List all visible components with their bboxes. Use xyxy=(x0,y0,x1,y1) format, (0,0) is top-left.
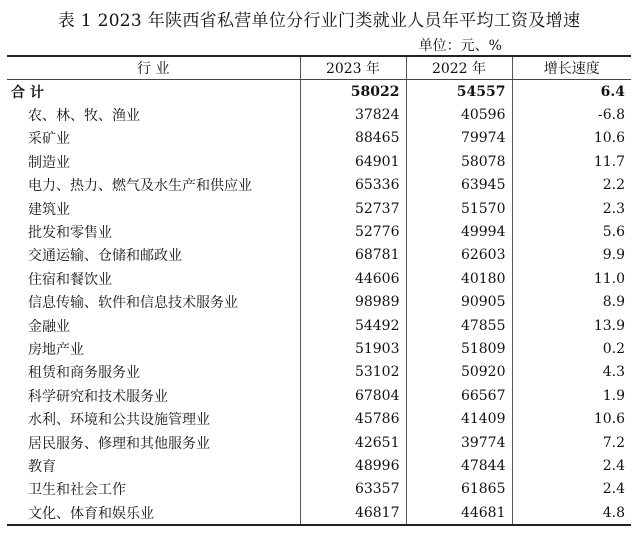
wage-2023-cell: 63357 xyxy=(300,478,406,501)
table-title: 表 1 2023 年陕西省私营单位分行业门类就业人员年平均工资及增速 xyxy=(57,11,581,31)
wage-2022-cell: 54557 xyxy=(406,80,512,104)
header-industry: 行 业 xyxy=(7,56,300,80)
industry-cell: 水利、环境和公共设施管理业 xyxy=(28,412,210,429)
growth-rate-cell: 5.6 xyxy=(512,220,631,243)
wage-2022-cell: 63945 xyxy=(406,174,512,197)
industry-cell: 制造业 xyxy=(28,154,70,171)
header-row xyxy=(7,56,631,80)
wage-2023-cell: 53102 xyxy=(300,361,406,384)
wage-2023-cell: 52737 xyxy=(300,197,406,220)
growth-rate-cell: 1.9 xyxy=(512,384,631,407)
wage-2022-cell: 62603 xyxy=(406,244,512,267)
header-2022: 2022 年 xyxy=(406,56,512,80)
wage-2023-cell: 44606 xyxy=(300,267,406,290)
table-row xyxy=(7,291,631,314)
industry-cell: 住宿和餐饮业 xyxy=(28,271,112,288)
wage-2022-cell: 79974 xyxy=(406,127,512,150)
table-row xyxy=(7,337,631,360)
industry-cell: 电力、热力、燃气及水生产和供应业 xyxy=(28,178,252,195)
wage-2023-cell: 98989 xyxy=(300,291,406,314)
industry-cell: 批发和零售业 xyxy=(28,225,112,242)
wage-2023-cell: 58022 xyxy=(300,80,406,104)
wage-2022-cell: 47844 xyxy=(406,454,512,477)
wage-2023-cell: 54492 xyxy=(300,314,406,337)
growth-rate-cell: 9.9 xyxy=(512,244,631,267)
industry-cell: 科学研究和技术服务业 xyxy=(28,388,168,405)
table-row xyxy=(7,314,631,337)
table-row xyxy=(7,501,631,525)
table-row xyxy=(7,127,631,150)
industry-cell: 信息传输、软件和信息技术服务业 xyxy=(28,295,238,312)
total-row xyxy=(7,80,631,104)
wage-2022-cell: 41409 xyxy=(406,407,512,430)
table-row xyxy=(7,103,631,126)
industry-cell: 金融业 xyxy=(28,318,70,335)
wage-2023-cell: 51903 xyxy=(300,337,406,360)
growth-rate-cell: 4.3 xyxy=(512,361,631,384)
wage-2023-cell: 42651 xyxy=(300,431,406,454)
wage-2022-cell: 51809 xyxy=(406,337,512,360)
wage-2022-cell: 44681 xyxy=(406,501,512,525)
industry-cell: 建筑业 xyxy=(28,201,70,218)
wage-2022-cell: 49994 xyxy=(406,220,512,243)
industry-cell: 农、林、牧、渔业 xyxy=(28,108,140,125)
header-growth: 增长速度 xyxy=(512,56,631,80)
table-row xyxy=(7,384,631,407)
growth-rate-cell: 6.4 xyxy=(512,80,631,104)
table-row xyxy=(7,454,631,477)
industry-cell: 教育 xyxy=(28,458,56,475)
table-row xyxy=(7,478,631,501)
table-body xyxy=(7,80,631,526)
wage-2022-cell: 51570 xyxy=(406,197,512,220)
wage-2023-cell: 68781 xyxy=(300,244,406,267)
industry-cell: 采矿业 xyxy=(28,131,70,148)
table-row xyxy=(7,431,631,454)
table-row xyxy=(7,267,631,290)
table-row xyxy=(7,174,631,197)
industry-cell: 交通运输、仓储和邮政业 xyxy=(28,248,182,265)
growth-rate-cell: 2.4 xyxy=(512,454,631,477)
industry-cell: 合 计 xyxy=(11,84,44,101)
industry-cell: 居民服务、修理和其他服务业 xyxy=(28,435,210,452)
table-row xyxy=(7,197,631,220)
growth-rate-cell: 2.4 xyxy=(512,478,631,501)
table-row xyxy=(7,244,631,267)
wage-table xyxy=(7,55,631,526)
wage-2023-cell: 67804 xyxy=(300,384,406,407)
wage-2023-cell: 37824 xyxy=(300,103,406,126)
growth-rate-cell: 2.3 xyxy=(512,197,631,220)
wage-2023-cell: 52776 xyxy=(300,220,406,243)
wage-2022-cell: 47855 xyxy=(406,314,512,337)
growth-rate-cell: 10.6 xyxy=(512,407,631,430)
wage-2023-cell: 64901 xyxy=(300,150,406,173)
table-row xyxy=(7,407,631,430)
unit-label: 单位：元、% xyxy=(418,38,502,54)
wage-2022-cell: 58078 xyxy=(406,150,512,173)
growth-rate-cell: 10.6 xyxy=(512,127,631,150)
growth-rate-cell: 4.8 xyxy=(512,501,631,525)
growth-rate-cell: 0.2 xyxy=(512,337,631,360)
wage-2022-cell: 66567 xyxy=(406,384,512,407)
industry-cell: 房地产业 xyxy=(28,341,84,358)
growth-rate-cell: 2.2 xyxy=(512,174,631,197)
growth-rate-cell: 11.0 xyxy=(512,267,631,290)
wage-2023-cell: 48996 xyxy=(300,454,406,477)
wage-2023-cell: 45786 xyxy=(300,407,406,430)
wage-2022-cell: 50920 xyxy=(406,361,512,384)
wage-2023-cell: 46817 xyxy=(300,501,406,525)
wage-2022-cell: 40596 xyxy=(406,103,512,126)
growth-rate-cell: 7.2 xyxy=(512,431,631,454)
growth-rate-cell: 13.9 xyxy=(512,314,631,337)
wage-2023-cell: 65336 xyxy=(300,174,406,197)
wage-2023-cell: 88465 xyxy=(300,127,406,150)
table-row xyxy=(7,361,631,384)
growth-rate-cell: -6.8 xyxy=(512,103,631,126)
wage-2022-cell: 90905 xyxy=(406,291,512,314)
growth-rate-cell: 11.7 xyxy=(512,150,631,173)
table-row xyxy=(7,220,631,243)
wage-2022-cell: 40180 xyxy=(406,267,512,290)
industry-cell: 文化、体育和娱乐业 xyxy=(7,501,300,525)
industry-cell: 租赁和商务服务业 xyxy=(28,365,140,382)
header-2023: 2023 年 xyxy=(300,56,406,80)
wage-2022-cell: 61865 xyxy=(406,478,512,501)
growth-rate-cell: 8.9 xyxy=(512,291,631,314)
table-row xyxy=(7,150,631,173)
wage-2022-cell: 39774 xyxy=(406,431,512,454)
industry-cell: 卫生和社会工作 xyxy=(28,482,126,499)
